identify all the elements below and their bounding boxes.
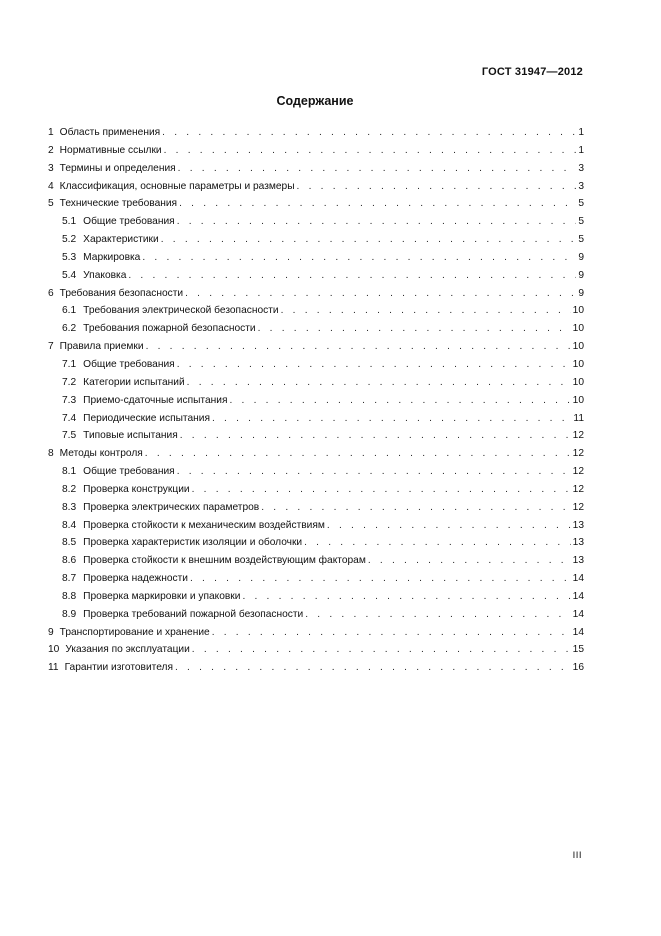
toc-entry-number: 10 bbox=[48, 644, 60, 656]
toc-dot-leader bbox=[178, 160, 577, 178]
toc-entry-label: Проверка конструкции bbox=[83, 483, 190, 495]
toc-entry-number: 5.2 bbox=[62, 234, 77, 246]
toc-entry-page: 1 bbox=[578, 127, 584, 138]
toc-entry[interactable] bbox=[48, 249, 584, 267]
toc-dot-leader bbox=[187, 374, 571, 392]
toc-entry[interactable] bbox=[48, 427, 584, 445]
toc-dot-leader bbox=[128, 267, 576, 285]
toc-entry-page: 14 bbox=[572, 608, 584, 620]
toc-entry-number: 8.3 bbox=[62, 501, 77, 513]
toc-entry-page: 1 bbox=[578, 144, 584, 156]
toc-entry-number: 4 bbox=[48, 180, 54, 192]
toc-dot-leader bbox=[146, 338, 571, 356]
toc-entry[interactable] bbox=[48, 356, 584, 374]
toc-entry-number: 8.8 bbox=[62, 590, 77, 602]
toc-dot-leader bbox=[212, 624, 571, 642]
toc-dot-leader bbox=[177, 463, 571, 481]
toc-entry-number: 6.2 bbox=[62, 323, 77, 335]
toc-entry-page: 10 bbox=[572, 358, 584, 370]
toc-entry-page: 9 bbox=[578, 269, 584, 281]
toc-dot-leader bbox=[142, 249, 576, 267]
toc-entry-number: 5.1 bbox=[62, 216, 77, 228]
toc-entry[interactable] bbox=[48, 517, 584, 535]
toc-entry[interactable] bbox=[48, 302, 584, 320]
toc-entry[interactable] bbox=[48, 659, 584, 677]
document-code: ГОСТ 31947—2012 bbox=[481, 66, 583, 78]
toc-entry-page: 10 bbox=[572, 341, 584, 353]
toc-entry[interactable] bbox=[48, 338, 584, 356]
toc-entry[interactable] bbox=[48, 142, 584, 160]
toc-entry-page: 10 bbox=[572, 394, 584, 406]
toc-entry-page: 9 bbox=[578, 251, 584, 263]
toc-entry-number: 7.2 bbox=[62, 376, 77, 388]
toc-entry-label: Общие требования bbox=[83, 358, 175, 370]
toc-entry-number: 9 bbox=[48, 626, 54, 638]
toc-dot-leader bbox=[229, 392, 570, 410]
toc-dot-leader bbox=[177, 213, 577, 231]
toc-entry-label: Указания по эксплуатации bbox=[65, 644, 190, 656]
toc-dot-leader bbox=[212, 410, 571, 428]
toc-entry-number: 8 bbox=[48, 448, 54, 460]
toc-entry-number: 8.7 bbox=[62, 573, 77, 585]
toc-dot-leader bbox=[281, 302, 571, 320]
toc-entry-page: 12 bbox=[572, 448, 584, 460]
toc-entry[interactable] bbox=[48, 195, 584, 213]
toc-entry[interactable] bbox=[48, 606, 584, 624]
toc-entry-page: 14 bbox=[572, 573, 584, 585]
toc-dot-leader bbox=[179, 195, 576, 213]
toc-dot-leader bbox=[190, 570, 571, 588]
toc-entry-label: Требования электрической безопасности bbox=[83, 305, 279, 317]
toc-entry-number: 3 bbox=[48, 162, 54, 174]
toc-entry[interactable] bbox=[48, 320, 584, 338]
toc-entry-page: 10 bbox=[572, 323, 584, 335]
toc-entry[interactable] bbox=[48, 570, 584, 588]
toc-entry-page: 12 bbox=[572, 466, 584, 478]
toc-entry-page: 13 bbox=[572, 537, 584, 549]
toc-entry-label: Термины и определения bbox=[59, 162, 176, 174]
toc-dot-leader bbox=[304, 534, 571, 552]
toc-entry-label: Проверка требований пожарной безопасности bbox=[83, 608, 304, 620]
toc-entry-number: 5.4 bbox=[62, 269, 77, 281]
toc-entry-label: Правила приемки bbox=[59, 341, 144, 353]
toc-entry[interactable] bbox=[48, 481, 584, 499]
toc-dot-leader bbox=[185, 285, 576, 303]
toc-entry[interactable] bbox=[48, 463, 584, 481]
toc-entry-page: 15 bbox=[572, 644, 584, 656]
toc-entry-number: 8.4 bbox=[62, 519, 77, 531]
toc-entry-page: 9 bbox=[578, 287, 584, 299]
toc-entry[interactable] bbox=[48, 392, 584, 410]
toc-entry-page: 10 bbox=[572, 305, 584, 317]
toc-entry-number: 6.1 bbox=[62, 305, 77, 317]
toc-entry[interactable] bbox=[48, 285, 584, 303]
toc-entry[interactable] bbox=[48, 124, 584, 142]
toc-entry-number: 5.3 bbox=[62, 251, 77, 263]
toc-dot-leader bbox=[305, 606, 570, 624]
toc-entry[interactable] bbox=[48, 178, 584, 196]
toc-entry-label: Типовые испытания bbox=[83, 430, 178, 442]
toc-entry[interactable] bbox=[48, 410, 584, 428]
toc-entry[interactable] bbox=[48, 588, 584, 606]
toc-entry-label: Требования пожарной безопасности bbox=[83, 323, 256, 335]
toc-entry-label: Нормативные ссылки bbox=[59, 144, 162, 156]
toc-entry-page: 13 bbox=[572, 555, 584, 567]
toc-entry-label: Упаковка bbox=[83, 269, 127, 281]
toc-entry-page: 14 bbox=[572, 626, 584, 638]
toc-entry-number: 6 bbox=[48, 287, 54, 299]
toc-dot-leader bbox=[192, 641, 571, 659]
toc-entry-number: 8.6 bbox=[62, 555, 77, 567]
toc-entry-page: 14 bbox=[572, 590, 584, 602]
toc-entry-page: 3 bbox=[578, 162, 584, 174]
toc-entry-number: 8.9 bbox=[62, 608, 77, 620]
toc-entry-label: Методы контроля bbox=[59, 448, 143, 460]
toc-entry-label: Область применения bbox=[59, 127, 161, 138]
toc-dot-leader bbox=[192, 481, 571, 499]
toc-entry-page: 10 bbox=[572, 376, 584, 388]
table-of-contents bbox=[48, 124, 584, 677]
toc-entry-number: 7.3 bbox=[62, 394, 77, 406]
toc-entry-label: Проверка стойкости к механическим воздействиям bbox=[83, 519, 325, 531]
toc-entry-page: 5 bbox=[578, 216, 584, 228]
toc-entry-label: Проверка характеристик изоляции и оболочки bbox=[83, 537, 303, 549]
toc-entry[interactable] bbox=[48, 552, 584, 570]
toc-dot-leader bbox=[177, 356, 571, 374]
toc-entry-label: Классификация, основные параметры и размеры bbox=[59, 180, 295, 192]
toc-dot-leader bbox=[327, 517, 571, 535]
toc-entry-number: 7.5 bbox=[62, 430, 77, 442]
toc-entry-number: 2 bbox=[48, 144, 54, 156]
toc-entry-label: Проверка стойкости к внешним воздействующим факторам bbox=[83, 555, 366, 567]
toc-entry[interactable] bbox=[48, 213, 584, 231]
toc-entry-label: Требования безопасности bbox=[59, 287, 184, 299]
toc-entry[interactable] bbox=[48, 231, 584, 249]
toc-entry-number: 1 bbox=[48, 127, 54, 138]
page-number: III bbox=[572, 850, 582, 861]
toc-dot-leader bbox=[297, 178, 577, 196]
toc-entry[interactable] bbox=[48, 445, 584, 463]
toc-entry-label: Технические требования bbox=[59, 198, 178, 210]
toc-entry-page: 12 bbox=[572, 430, 584, 442]
toc-entry-number: 7 bbox=[48, 341, 54, 353]
toc-entry-number: 5 bbox=[48, 198, 54, 210]
toc-entry-page: 16 bbox=[572, 662, 584, 674]
toc-entry-page: 13 bbox=[572, 519, 584, 531]
toc-entry-label: Характеристики bbox=[83, 234, 159, 246]
toc-dot-leader bbox=[164, 142, 577, 160]
toc-entry-page: 5 bbox=[578, 198, 584, 210]
toc-entry-label: Проверка надежности bbox=[83, 573, 188, 585]
toc-entry-label: Проверка электрических параметров bbox=[83, 501, 260, 513]
toc-entry[interactable] bbox=[48, 374, 584, 392]
toc-dot-leader bbox=[261, 499, 570, 517]
toc-entry-number: 8.5 bbox=[62, 537, 77, 549]
toc-entry[interactable] bbox=[48, 624, 584, 642]
toc-entry[interactable] bbox=[48, 267, 584, 285]
toc-entry-number: 7.4 bbox=[62, 412, 77, 424]
toc-entry[interactable] bbox=[48, 641, 584, 659]
toc-entry-label: Транспортирование и хранение bbox=[59, 626, 210, 638]
toc-entry-number: 8.1 bbox=[62, 466, 77, 478]
toc-entry[interactable] bbox=[48, 160, 584, 178]
toc-dot-leader bbox=[258, 320, 571, 338]
toc-title: Содержание bbox=[276, 94, 354, 108]
toc-entry-label: Проверка маркировки и упаковки bbox=[83, 590, 241, 602]
toc-entry-label: Маркировка bbox=[83, 251, 141, 263]
toc-dot-leader bbox=[368, 552, 571, 570]
toc-dot-leader bbox=[145, 445, 571, 463]
toc-entry-number: 7.1 bbox=[62, 358, 77, 370]
toc-dot-leader bbox=[161, 231, 577, 249]
toc-entry-page: 12 bbox=[572, 483, 584, 495]
toc-entry-label: Общие требования bbox=[83, 466, 175, 478]
toc-entry-label: Гарантии изготовителя bbox=[64, 662, 173, 674]
toc-dot-leader bbox=[162, 124, 576, 142]
toc-entry[interactable] bbox=[48, 499, 584, 517]
toc-entry-page: 11 bbox=[573, 412, 584, 424]
toc-entry-label: Категории испытаний bbox=[83, 376, 185, 388]
toc-dot-leader bbox=[175, 659, 571, 677]
toc-entry-page: 12 bbox=[572, 501, 584, 513]
toc-entry-number: 8.2 bbox=[62, 483, 77, 495]
toc-entry-page: 3 bbox=[578, 180, 584, 192]
toc-entry-page: 5 bbox=[578, 234, 584, 246]
toc-dot-leader bbox=[242, 588, 570, 606]
toc-entry-number: 11 bbox=[48, 662, 59, 674]
toc-entry-label: Общие требования bbox=[83, 216, 175, 228]
toc-entry[interactable] bbox=[48, 534, 584, 552]
toc-entry-label: Приемо-сдаточные испытания bbox=[83, 394, 228, 406]
toc-dot-leader bbox=[180, 427, 571, 445]
toc-entry-label: Периодические испытания bbox=[83, 412, 210, 424]
